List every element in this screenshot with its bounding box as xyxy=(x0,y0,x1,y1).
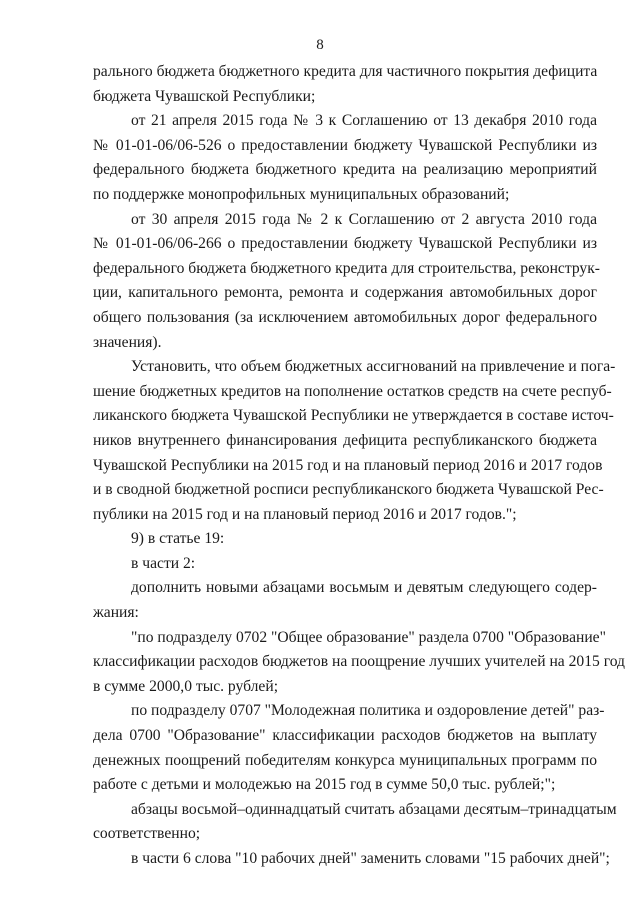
text-line: ции, капитального ремонта, ремонта и содержания автомобильных дорог xyxy=(93,284,597,302)
text-line: от 30 апреля 2015 года № 2 к Соглашению от 2 августа 2010 года xyxy=(131,210,597,228)
text-line: Чувашской Республики на 2015 год и на плановый период 2016 и 2017 годов xyxy=(93,456,603,474)
text-line: федерального бюджета бюджетного кредита для строительства, реконструк- xyxy=(93,259,600,277)
text-line: "по подразделу 0702 "Общее образование" раздела 0700 "Образование" xyxy=(131,628,606,646)
text-line: федерального бюджета бюджетного кредита на реализацию мероприятий xyxy=(93,161,597,179)
text-line: общего пользования (за исключением автомобильных дорог федерального xyxy=(93,308,597,326)
text-line: абзацы восьмой–одиннадцатый считать абзацами десятым–тринадцатым xyxy=(131,800,617,818)
text-line: соответственно; xyxy=(93,825,201,843)
text-line: классификации расходов бюджетов на поощрение лучших учителей на 2015 год xyxy=(93,653,625,671)
text-line: в сумме 2000,0 тыс. рублей; xyxy=(93,677,279,695)
text-line: работе с детьми и молодежью на 2015 год в сумме 50,0 тыс. рублей;"; xyxy=(93,776,556,794)
text-line: денежных поощрений победителям конкурса муниципальных программ по xyxy=(93,751,597,769)
text-line: по подразделу 0707 "Молодежная политика и оздоровление детей" раз- xyxy=(131,702,605,720)
text-line: 9) в статье 19: xyxy=(131,530,225,548)
document-body xyxy=(93,60,625,872)
page-number: 8 xyxy=(316,37,324,53)
text-line: дополнить новыми абзацами восьмым и девятым следующего содер- xyxy=(131,579,597,597)
text-line: значения). xyxy=(93,333,162,351)
text-line: рального бюджета бюджетного кредита для частичного покрытия дефицита xyxy=(93,63,598,80)
text-line: жания: xyxy=(93,604,139,622)
text-line: и в сводной бюджетной росписи республиканского бюджета Чувашской Рес- xyxy=(93,481,604,499)
text-line: № 01-01-06/06-526 о предоставлении бюджету Чувашской Республики из xyxy=(93,136,597,154)
text-line: бюджета Чувашской Республики; xyxy=(93,87,316,105)
text-line: по поддержке монопрофильных муниципальных образований; xyxy=(93,185,510,203)
text-line: ников внутреннего финансирования дефицита республиканского бюджета xyxy=(93,431,597,449)
text-line: дела 0700 "Образование" классификации расходов бюджетов на выплату xyxy=(93,727,597,745)
text-line: в части 2: xyxy=(131,554,196,572)
text-line: публики на 2015 год и на плановый период 2016 и 2017 годов."; xyxy=(93,505,517,523)
text-line: № 01-01-06/06-266 о предоставлении бюджету Чувашской Республики из xyxy=(93,235,597,253)
text-line: в части 6 слова "10 рабочих дней" заменить словами "15 рабочих дней"; xyxy=(131,850,610,867)
text-line: ликанского бюджета Чувашской Республики не утверждается в составе источ- xyxy=(93,407,614,425)
text-line: от 21 апреля 2015 года № 3 к Соглашению от 13 декабря 2010 года xyxy=(131,112,597,130)
text-line: шение бюджетных кредитов на пополнение остатков средств на счете респуб- xyxy=(93,382,612,400)
text-line: Установить, что объем бюджетных ассигнований на привлечение и пога- xyxy=(131,358,616,376)
